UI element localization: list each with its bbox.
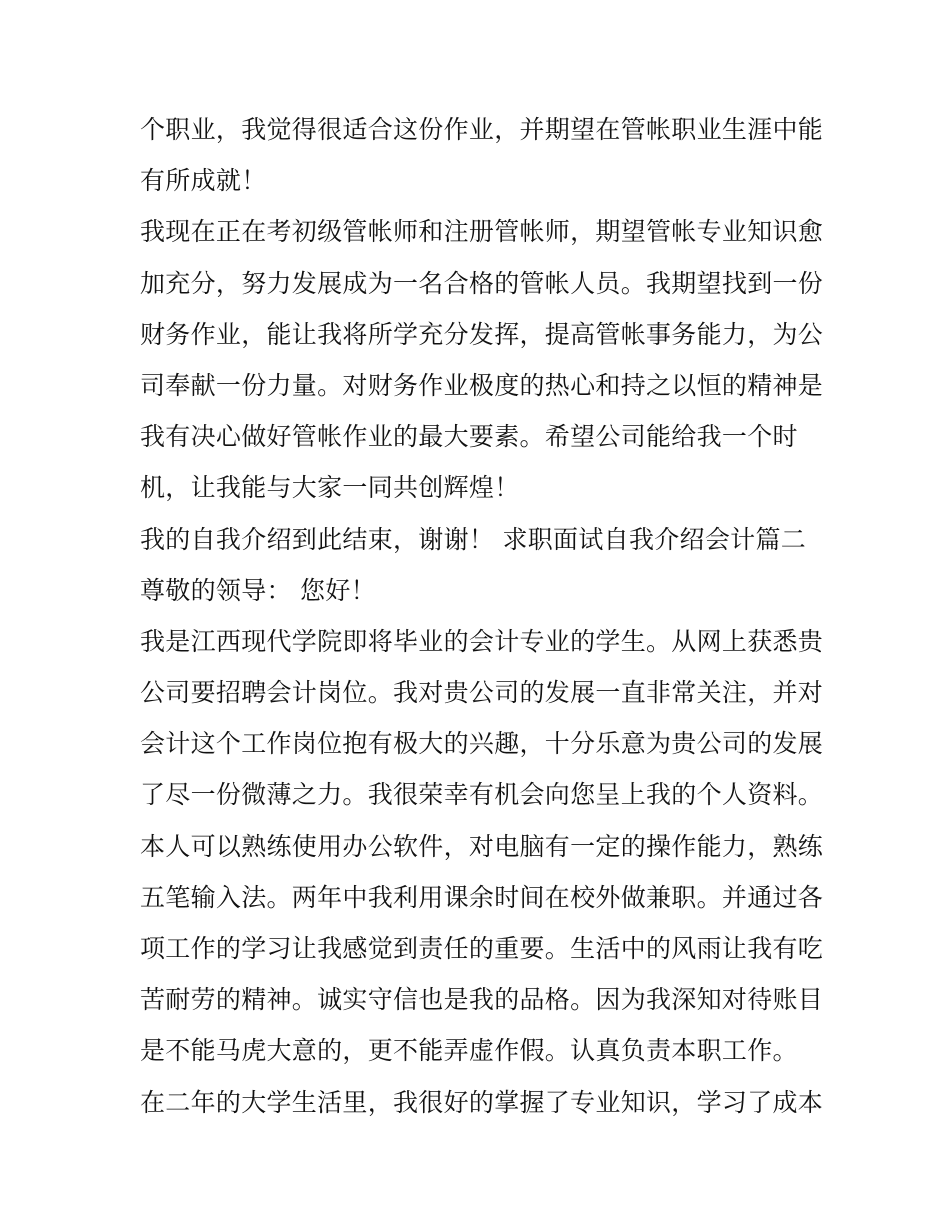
- text-line: 了尽一份微薄之力。我很荣幸有机会向您呈上我的个人资料。: [140, 780, 824, 810]
- text-line: 有所成就！: [140, 166, 267, 196]
- text-line: 我有决心做好管帐作业的最大要素。希望公司能给我一个时: [140, 422, 798, 452]
- text-line: 财务作业，能让我将所学充分发挥，提高管帐事务能力，为公: [140, 319, 824, 349]
- text-line: 苦耐劳的精神。诚实守信也是我的品格。因为我深知对待账目: [140, 985, 824, 1015]
- text-line: 个职业，我觉得很适合这份作业，并期望在管帐职业生涯中能: [140, 115, 824, 144]
- text-line: 会计这个工作岗位抱有极大的兴趣，十分乐意为贵公司的发展: [140, 729, 824, 759]
- text-line: 机，让我能与大家一同共创辉煌！: [140, 473, 520, 503]
- text-line: 我现在正在考初级管帐师和注册管帐师，期望管帐专业知识愈: [140, 217, 824, 247]
- text-line: 是不能马虎大意的，更不能弄虚作假。认真负责本职工作。: [140, 1036, 798, 1066]
- text-line: 我是江西现代学院即将毕业的会计专业的学生。从网上获悉贵: [140, 626, 824, 656]
- text-line: 尊敬的领导： 您好！: [140, 575, 376, 605]
- document-body: [140, 104, 830, 1128]
- text-line: 公司要招聘会计岗位。我对贵公司的发展一直非常关注，并对: [140, 678, 824, 708]
- text-line: 在二年的大学生活里，我很好的掌握了专业知识，学习了成本: [140, 1087, 824, 1117]
- text-line: 司奉献一份力量。对财务作业极度的热心和持之以恒的精神是: [140, 370, 824, 400]
- text-line: 本人可以熟练使用办公软件，对电脑有一定的操作能力，熟练: [140, 831, 824, 861]
- text-line: 项工作的学习让我感觉到责任的重要。生活中的风雨让我有吃: [140, 934, 824, 963]
- text-line: 我的自我介绍到此结束，谢谢！ 求职面试自我介绍会计篇二: [140, 524, 807, 554]
- text-line: 加充分，努力发展成为一名合格的管帐人员。我期望找到一份: [140, 268, 824, 298]
- text-line: 五笔输入法。两年中我利用课余时间在校外做兼职。并通过各: [140, 882, 824, 912]
